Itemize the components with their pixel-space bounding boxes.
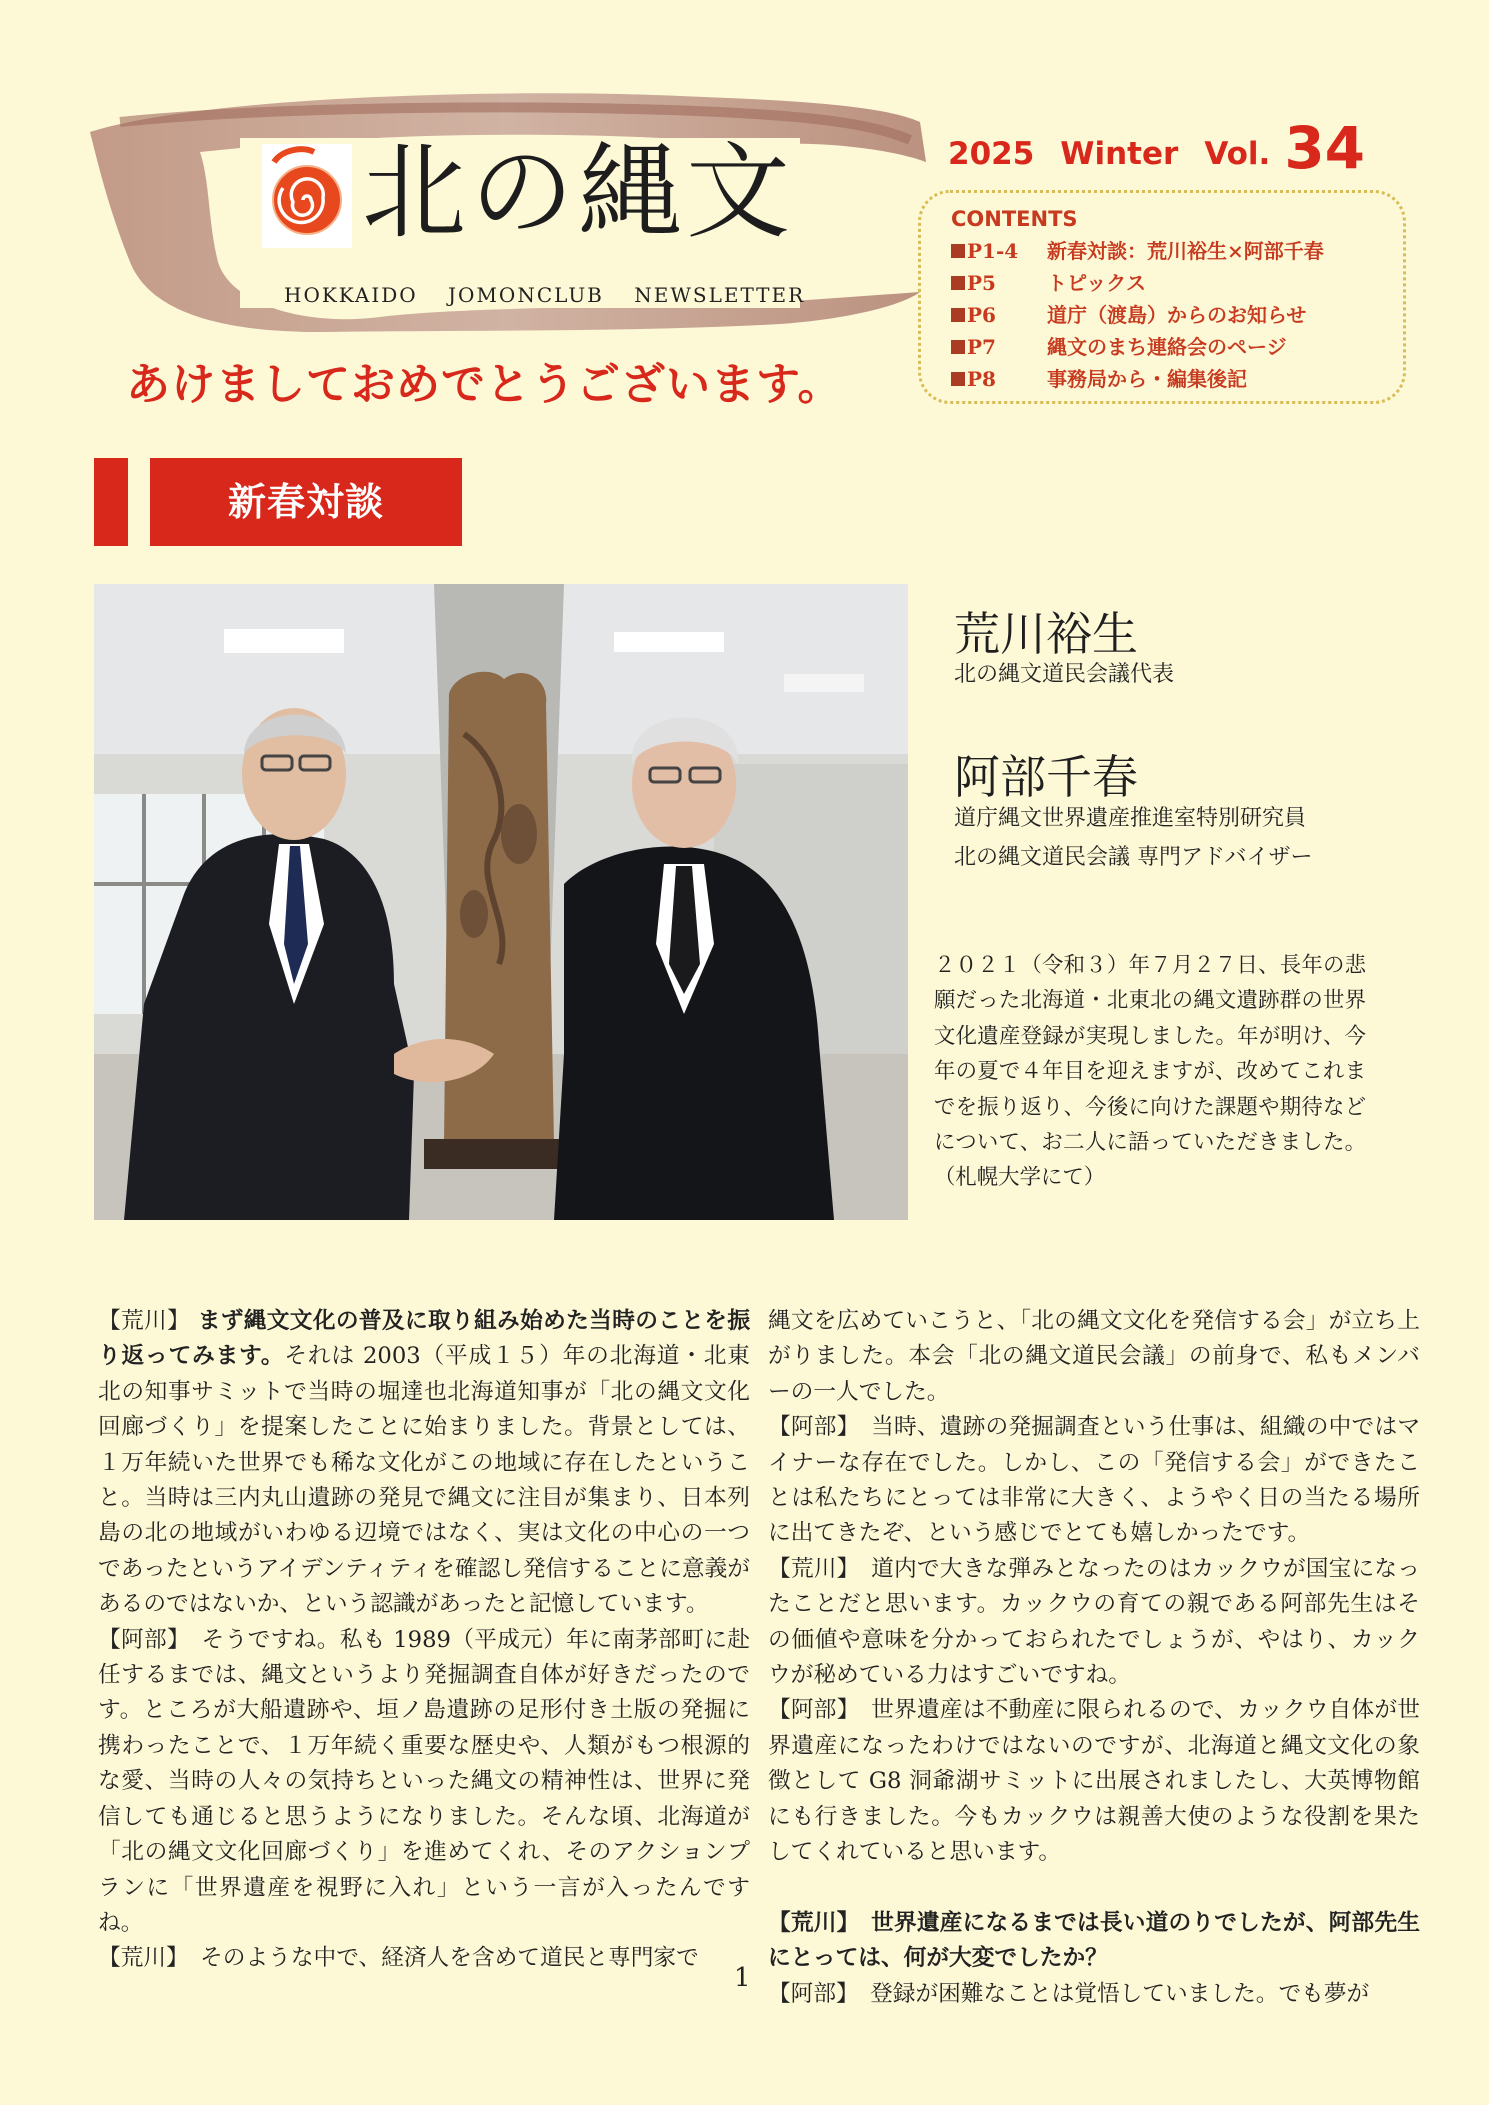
person-role: 北の縄文道民会議 専門アドバイザー: [954, 845, 1313, 870]
square-bullet-icon: [951, 308, 965, 322]
dialogue-text: 当時、遺跡の発掘調査という仕事は、組織の中ではマイナーな存在でした。しかし、この「発信する会」ができたことは私たちにとっては非常に大きく、ようやく日の当たる場所に出てきたぞ、という感じでとても嬉しかったです。: [768, 1414, 1421, 1547]
contents-box: [918, 190, 1406, 404]
contents-heading: CONTENTS: [951, 207, 1078, 231]
section-accent-bar: [94, 458, 128, 546]
issue-year: 2025: [948, 136, 1035, 172]
interview-photo: [94, 584, 908, 1220]
toc-item[interactable]: [951, 299, 1403, 331]
dialogue-text: そうですね。私も 1989（平成元）年に南茅部町に赴任するまでは、縄文というより発掘調査自体が好きだったのです。ところが大船遺跡や、垣ノ島遺跡の足形付き土版の発掘に携わったことで、１万年続く重要な歴史や、人類がもつ根源的な愛、当時の人々の気持ちといった縄文の精神性は、世界に発信しても通じると思うようになりました。そんな頃、北海道が「北の縄文文化回廊づくり」を進めてくれ、そのアクションプランに「世界遺産を視野に入れ」という一言が入ったんですね。: [98, 1626, 750, 1936]
toc-text: 道庁（渡島）からのお知らせ: [1047, 303, 1307, 327]
person-role: 道庁縄文世界遺産推進室特別研究員: [954, 806, 1307, 831]
toc-page: P7: [967, 335, 996, 359]
newsletter-title: 北の縄文: [362, 131, 795, 253]
speaker-tag: 【阿部】: [768, 1980, 848, 2007]
toc-page: P5: [967, 271, 996, 295]
person-role: 北の縄文道民会議代表: [954, 662, 1175, 687]
person-name-abe: 阿部千春: [954, 750, 1138, 804]
dialogue-paragraph: [98, 1623, 750, 1942]
dialogue-text: そのような中で、経済人を含めて道民と専門家で: [177, 1945, 699, 1972]
issue-info: [948, 114, 1365, 182]
speaker-tag: 【阿部】: [768, 1697, 849, 1724]
dialogue-text: 道内で大きな弾みとなったのはカックウが国宝になったことだと思います。カックウの育ての親である阿部先生はその価値や意味を分かっておられたでしょうが、やはり、カックウが秘めている力はすごいですね。: [768, 1555, 1420, 1689]
speaker-tag: 【荒川】: [98, 1308, 191, 1334]
issue-season: Winter: [1060, 136, 1179, 172]
toc-item[interactable]: [951, 235, 1403, 267]
speaker-tag: 【阿部】: [768, 1414, 849, 1441]
new-year-greeting: あけましておめでとうございます。: [126, 359, 843, 410]
toc-item[interactable]: [951, 331, 1403, 363]
toc-item[interactable]: [951, 363, 1403, 395]
newsletter-subtitle: HOKKAIDO JOMONCLUB NEWSLETTER: [284, 283, 806, 307]
dialogue-paragraph: [768, 1410, 1420, 1552]
paragraph-spacer: [768, 1871, 1420, 1906]
speaker-tag: 【阿部】: [98, 1626, 179, 1653]
dialogue-paragraph: [98, 1941, 750, 1976]
toc-text: トピックス: [1047, 271, 1146, 295]
dialogue-paragraph: [768, 1693, 1420, 1870]
toc-page: P6: [967, 303, 996, 327]
square-bullet-icon: [951, 244, 965, 258]
dialogue-question: まず縄文文化の普及に取り組み始めた当時のことを振り返ってみます。: [98, 1308, 751, 1370]
dialogue-paragraph: [98, 1304, 750, 1623]
page-number: 1: [734, 1963, 751, 1993]
toc-text: 事務局から・編集後記: [1047, 367, 1247, 391]
dialogue-paragraph: [768, 1552, 1420, 1694]
square-bullet-icon: [951, 340, 965, 354]
section-label: 新春対談: [150, 458, 462, 546]
issue-vol-number: 34: [1284, 114, 1366, 182]
dialogue-text: 登録が困難なことは覚悟していました。でも夢が: [847, 1980, 1370, 2007]
intro-paragraph: ２０２１（令和３）年７月２７日、長年の悲願だった北海道・北東北の縄文遺跡群の世界文化遺産登録が実現しました。年が明け、今年の夏で４年目を迎えますが、改めてこれまでを振り返り、今後に向けた課題や期待などについて、お二人に語っていただきました。（札幌大学にて）: [934, 953, 1366, 1191]
dialogue-question: 世界遺産になるまでは長い道のりでしたが、阿部先生にとっては、何が大変でしたか？: [768, 1909, 1421, 1972]
dialogue-paragraph: [768, 1977, 1420, 2012]
toc-item[interactable]: [951, 267, 1403, 299]
person-name-arakawa: 荒川裕生: [954, 607, 1138, 661]
speaker-tag: 【荒川】: [768, 1555, 849, 1582]
square-bullet-icon: [951, 372, 965, 386]
dialogue-paragraph: [768, 1906, 1420, 1977]
toc-text: 縄文のまち連絡会のページ: [1047, 335, 1287, 359]
issue-vol-label: Vol.: [1204, 136, 1271, 172]
toc-page: P8: [967, 367, 996, 391]
square-bullet-icon: [951, 276, 965, 290]
toc-text: 新春対談：荒川裕生×阿部千春: [1047, 239, 1324, 263]
speaker-tag: 【荒川】: [768, 1909, 849, 1936]
speaker-tag: 【荒川】: [98, 1945, 178, 1972]
dialogue-text: それは 2003（平成１５）年の北海道・北東北の知事サミットで当時の堀達也北海道知事が「北の縄文文化回廊づくり」を提案したことに始まりました。背景としては、１万年続いた世界でも稀な文化がこの地域に存在したということ。当時は三内丸山遺跡の発見で縄文に注目が集まり、日本列島の北の地域がいわゆる辺境ではなく、実は文化の中心の一つであったというアイデンティティを確認し発信することに意義があるのではないか、という認識があったと記憶しています。: [98, 1343, 750, 1618]
toc-page: P1-4: [967, 239, 1019, 263]
dialogue-text: 縄文を広めていこうと、「北の縄文文化を発信する会」が立ち上がりました。本会「北の縄文道民会議」の前身で、私もメンバーの一人でした。: [768, 1308, 1420, 1405]
spiral-logo-icon: [262, 144, 352, 248]
dialogue-text: 世界遺産は不動産に限られるので、カックウ自体が世界遺産になったわけではないのですが、北海道と縄文文化の象徴として G8 洞爺湖サミットに出展されましたし、大英博物館にも行きました。今もカックウは親善大使のような役割を果たしてくれていると思います。: [768, 1697, 1420, 1866]
body-column-left: [98, 1304, 750, 1977]
body-column-right: [768, 1304, 1420, 2012]
dialogue-paragraph: [768, 1304, 1420, 1410]
